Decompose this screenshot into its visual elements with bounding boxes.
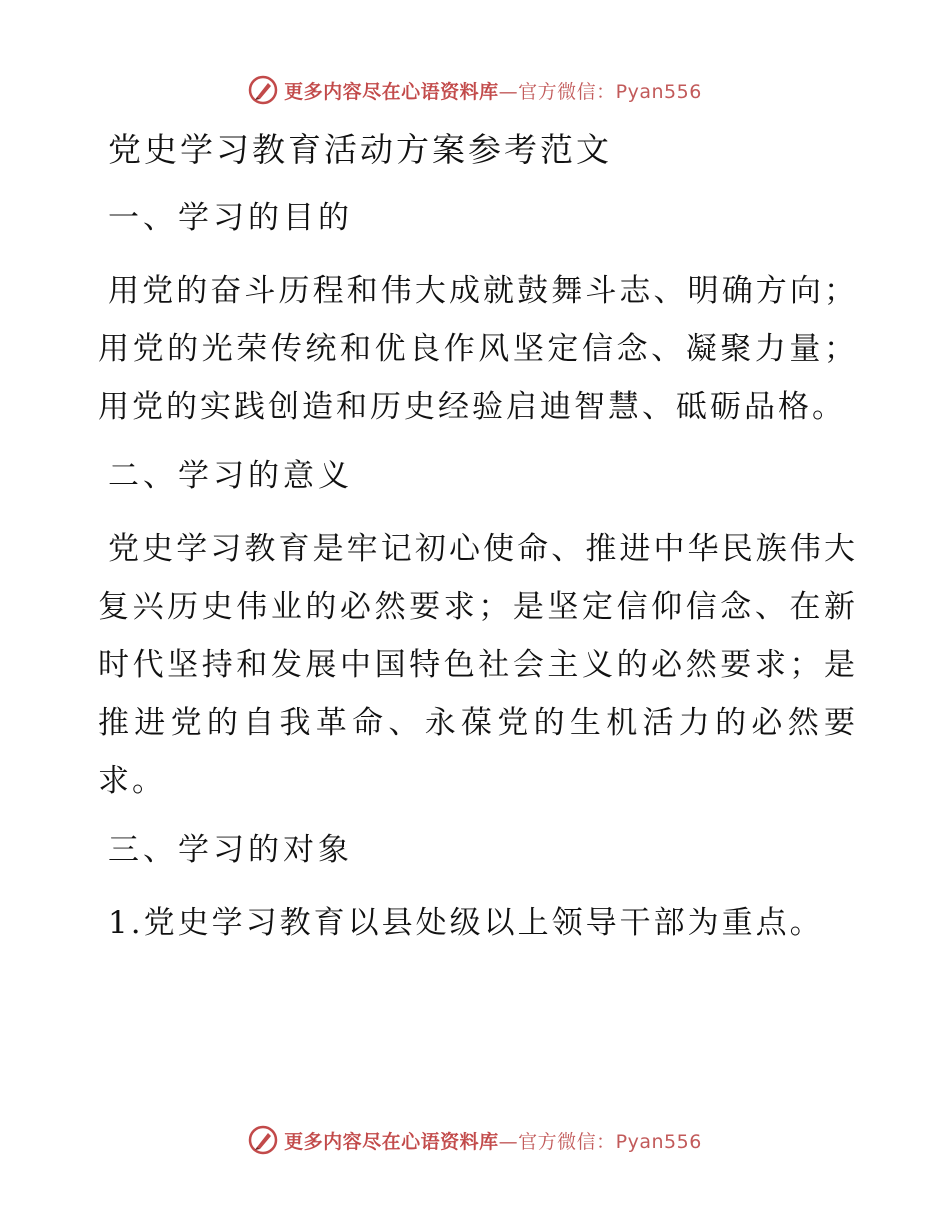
footer-banner <box>0 1120 950 1160</box>
banner-rest-text: —官方微信：Pyan556 <box>498 1130 702 1153</box>
pen-logo-icon <box>248 1125 278 1155</box>
banner-text <box>284 77 702 104</box>
section-paragraph-purpose: 用党的奋斗历程和伟大成就鼓舞斗志、明确方向；用党的光荣传统和优良作风坚定信念、凝聚力量；用党的实践创造和历史经验启迪智慧、砥砺品格。 <box>98 273 858 425</box>
section-heading-significance: 二、学习的意义 <box>108 458 353 494</box>
document-page <box>98 122 858 952</box>
document-title: 党史学习教育活动方案参考范文 <box>108 130 612 169</box>
banner-main-text: 更多内容尽在心语资料库 <box>284 1130 499 1153</box>
section-heading-audience: 三、学习的对象 <box>108 832 353 868</box>
header-banner <box>0 70 950 110</box>
pen-logo-icon <box>248 75 278 105</box>
banner-text <box>284 1127 702 1154</box>
section-paragraph-audience: 1.党史学习教育以县处级以上领导干部为重点。 <box>108 905 824 941</box>
banner-main-text: 更多内容尽在心语资料库 <box>284 80 499 103</box>
section-heading-purpose: 一、学习的目的 <box>108 200 353 236</box>
banner-rest-text: —官方微信：Pyan556 <box>498 80 702 103</box>
section-paragraph-significance: 党史学习教育是牢记初心使命、推进中华民族伟大复兴历史伟业的必然要求；是坚定信仰信念、在新时代坚持和发展中国特色社会主义的必然要求；是推进党的自我革命、永葆党的生机活力的必然要求。 <box>98 531 858 799</box>
